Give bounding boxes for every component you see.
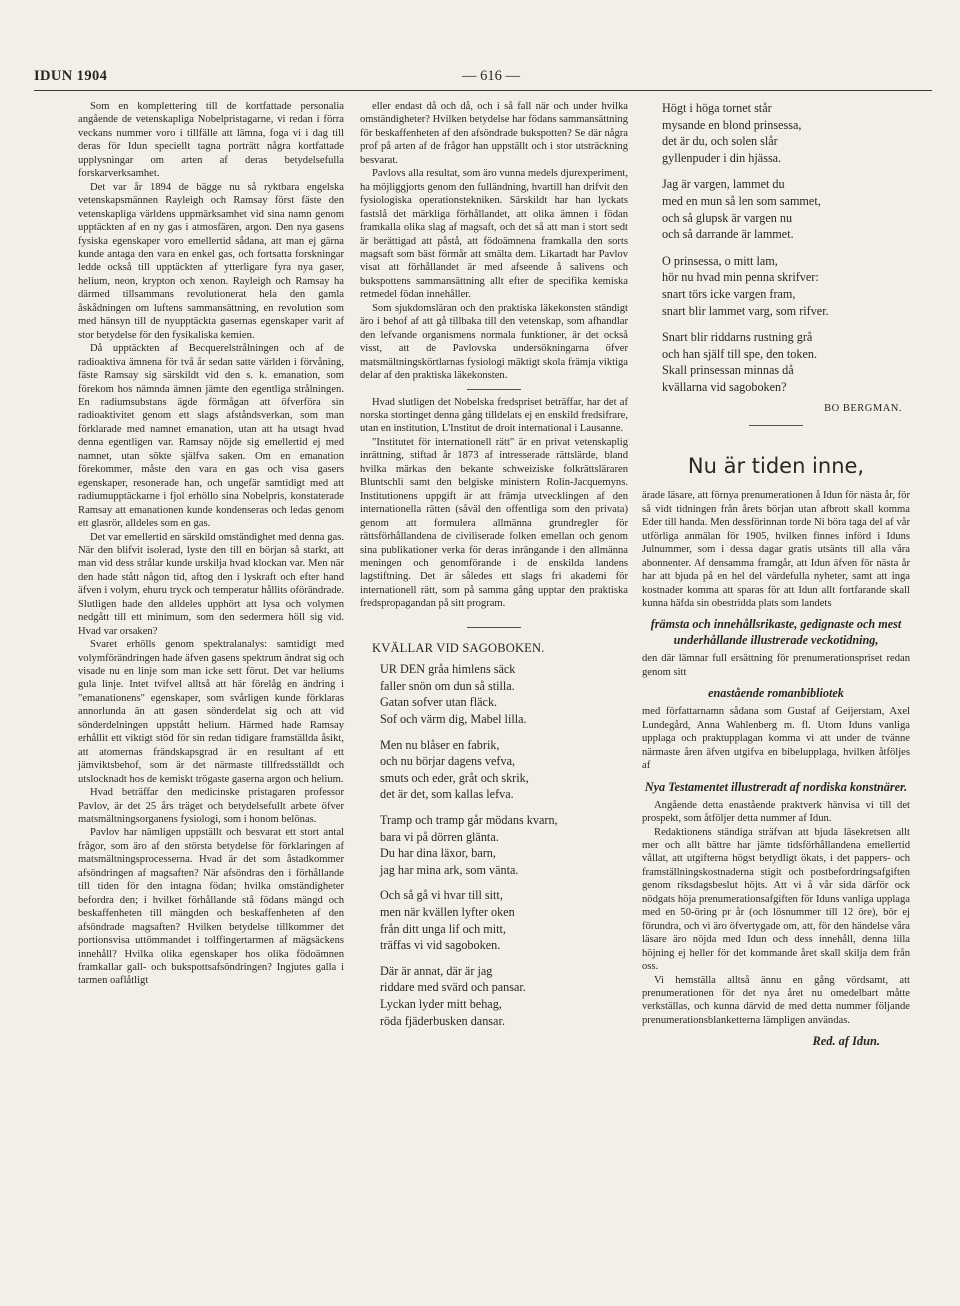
poem-stanza: Jag är vargen, lammet du med en mun så len som sammet, och så glupsk är vargen nu och så darrande är lammet.: [662, 177, 821, 242]
paragraph: Det var år 1894 de bägge nu så ryktbara engelska vetenskapsmännen Rayleigh och Ramsay först fäste den vetenskapliga världens uppmärksamhet vid sina namn genom upptäckten af en ny gas i atmosfären, argon. Den nya gasens fysiska egenskaper voro emellertid sådana, att man ej gärna kunde antaga den vara en enkel gas, och fortsatta forskningar ledde också till upptäckten af ytterligare fyra nya gaser, helium, neon, krypton och xenon. Rayleigh och Ramsay ha därmed tillsammans revolutionerat hela den gamla åskådningen om luftens sammansättning, en revolution som med hänsyn till de nyupptäckta gasernas egenskaper varit af stor betydelse för den fysikaliska kemien.: [78, 181, 344, 341]
fancy-heading: enastående romanbibliotek: [708, 686, 844, 701]
poem-stanza: Snart blir riddarns rustning grå och han själf till spe, den token. Skall prinsessan minnas då kvällarna vid sagoboken?: [662, 330, 818, 394]
paragraph: Pavlov har nämligen uppställt och besvarat ett stort antal frågor, som äro af den största betydelse för förklaringen af matsmältningsprocesserna. Hvad är det som åstadkommer afsöndringen af magsaften? När afsöndras den i förhållande till tiden för den intagna födan; hvilka omständigheter befordra den; i hvilket förhållande stå födans mängd och beskaffenheten till mängden och beskaffenheten af den afsöndrade magsaften? Hvilken betydelse tillkommer det portionsvisa uttömmandet i tolffingertarmen af mägsäckens innehåll? Hvilka olika egenskaper hos olika födoämnen framkallar gall- och bukspottsafsöndringen? Ingjutes galla i tarmen oaflåtligt: [78, 827, 344, 987]
poem-stanza: O prinsessa, o mitt lam, hör nu hvad min penna skrifver: snart törs icke vargen fram, snart blir lammet varg, som rifver.: [662, 253, 829, 318]
section-divider: [749, 425, 803, 426]
poem-stanza: UR DEN gråa himlens säck faller snön om dun så stilla. Gatan sofver utan fläck. Sof och värm dig, Mabel lilla.: [380, 662, 527, 726]
paragraph: Hvad slutligen det Nobelska fredspriset beträffar, har det af norska stortinget denna gång tilldelats ej en enskild fredsifrare, utan en institution, L'Institut de droit international i Lausanne.: [360, 396, 628, 435]
poem-stanza: Där är annat, där är jag riddare med svärd och pansar. Lyckan lyder mitt behag, röda fjäderbusken dansar.: [380, 963, 526, 1028]
poem-continued: [642, 100, 910, 396]
paragraph: Då upptäckten af Becquerelstrålningen och af de radioaktiva ämnena för två år sedan satte världen i förvåning, fäste Ramsay sig särskildt vid den s. k. emanation, som förekom hos nämnda ämnen jämte den egentliga strålningen. En radiumsubstans ägde förmågan att öfverföra sin radioaktivitet genom ett slags afståndsverkan, som man förklarade med namnet emanation, utan att ha utsagt hvad denna egentligen var. Ramsay nöjde sig emellertid ej med namnet, utan sökte själfva saken. Om en emanation förekommer, måste den vara en gas och visa gasers egenskaper, resonerade han, och ungefär samtidigt med att radiumupptäckarne i fjol erhöllo sina Nobelpris, konstaterade Ramsay att emanationen kunde kondenseras och ledas genom ett glasrör, alldeles som en gas.: [78, 343, 344, 530]
paragraph: Pavlovs alla resultat, som äro vunna medels djurexperiment, ha möjliggjorts genom den fulländning, hvartill han drifvit den fysiologiska operationstekniken. Särskildt har han lyckats fastslå det märkliga förhållandet, att olika ämnen i födan framkalla olika slag af magsaft, och det så att man i stort sedt är berättigad att påstå, att födoämnena framkalla den sorts magsaft som bäst förmår att smälta dem. Likartadt har Pavlov visat att förhållandet är med afseende å salivens och bukspottens sammansättning allt efter de specifika kemiska retmedel födan innehåller.: [360, 168, 628, 301]
paragraph: Det var emellertid en särskild omständighet med denna gas. När den blifvit isolerad, lyste den till en början så starkt, att man vid dess strålar kunde urskilja hvad klockan var. Men när den hade stått någon tid, aftog den i lyskraft och efter hand äfven i volym, ehuru tryck och temperatur hållits oförändrade. Slutligen hade den alldeles upphört att lysa och volymen nedgått till ett minimum, som den sedermera höll sig vid. Hvad var orsaken?: [78, 531, 344, 637]
paragraph: Som en komplettering till de kortfattade personalia angående de vetenskapliga Nobelpristagarne, vi redan i förra veckans nummer voro i tillfälle att lämna, foga vi i dag till deras för Idun speciellt tagna porträtt några kortfattade upplysningar om arten af deras betydelsefulla forskarverksamhet.: [78, 101, 344, 180]
paragraph: den där lämnar full ersättning för prenumerationspriset redan genom sitt: [642, 653, 910, 678]
article-column-3: [642, 100, 910, 1049]
poem-stanza: Tramp och tramp går mödans kvarn, bara vi på dörren glänta. Du har dina läxor, barn, jag har mina ark, som vänta.: [380, 812, 558, 877]
announcement-headline: Nu är tiden inne,: [687, 453, 865, 478]
paragraph: Angående detta enastående praktverk hänvisa vi till det prospekt, som åtföljer detta nummer af Idun.: [642, 799, 910, 825]
paragraph: Svaret erhölls genom spektralanalys: samtidigt med volymförändringen hade äfven gasens spektrum ändrat sig och visade nu en linje som man icke sett förut. Det var heliums gula linje. Intet tvifvel alltså att här förelåg en ändring i "emanationens" egenskaper, som svårligen kunde förklaras annorlunda än att gasen sönderdelat sig och att vid sönderdelningen uppstått helium. Härmed hade Ramsay erhållit ett viktigt stöd för sin redan tidigare framställda åsikt, att atomernas frändskapsgrad är en resultant af ett jämviktsbehof, som är det närmaste tillfredsställdt och utslocknadt hos de kemiskt trögaste gaserna argon och helium.: [78, 639, 344, 785]
poem-stanza: Och så gå vi hvar till sitt, men när kvällen lyfter oken från ditt unga lif och mitt, träffas vi vid sagoboken.: [380, 888, 515, 953]
paragraph: eller endast då och då, och i så fall när och under hvilka omständigheter? Hvilken betydelse har födans sammansättning för beskaffenheten af den afsöndrade bukspotten? Se där några prof på arten af de frågor han uppställt och i stor utsträckning besvarat.: [360, 101, 629, 166]
journal-title: IDUN 1904: [34, 68, 108, 84]
paragraph: ärade läsare, att förnya prenumerationen å Idun för nästa år, för så vidt tidningen från årets början utan afbrott skall komma Eder till handa. Men dessförinnan torde Ni böra taga del af vår utförliga anmälan för 1905, hvilken finnes införd i Iduns Julnummer, som i dessa dagar gratis utsänts till alla våra abonnenter. Af densamma framgår, att Idun äfven för nästa år har att bjuda på en hel del värdefulla nyheter, samt att inga kostnader komma att sparas för att Idun allt fortfarande skall kunna häfda sin obestridda plats som landets: [642, 490, 910, 610]
poem-signature: BO BERGMAN.: [824, 402, 902, 414]
paragraph: Hvad beträffar den medicinske pristagaren professor Pavlov, är det 25 års träget och betydelsefullt arbete öfver matsmältningsorganens fysiologi, som i honom belönas.: [78, 787, 344, 826]
page-number: — 616 —: [462, 68, 520, 84]
fancy-heading: Nya Testamentet illustreradt af nordiska konstnärer.: [644, 779, 908, 794]
poem: [360, 661, 628, 1029]
article-column-1: [78, 100, 344, 988]
poem-stanza: Högt i höga tornet står mysande en blond prinsessa, det är du, och solen slår gyllenpuder i din hjässa.: [662, 101, 802, 165]
poem-title: KVÄLLAR VID SAGOBOKEN.: [372, 640, 545, 655]
paragraph: "Institutet för internationell rätt" är en privat vetenskaplig inrättning, stiftad år 1873 af intresserade rättslärde, bland hvilka märkas den bekante schweiziske folkrättsläraren Bluntschli samt den belgiske ministern Rolin-Jacquemyns. Institutionens uppgift är att främja utvecklingen af den internationella rätten (såväl den offentliga som den privata) genom att formulera allmänna grundregler för rättsförhållandena de civiliserade folken emellan och genom sina publikationer verka för deras inrängande i den allmänna meningen och genomförande i de enskilda landens lagstiftning. Det är således ett slags fri akademi för internationell rätt, som på samma gång upptar den praktiska fredspropagandan på sitt program.: [360, 436, 628, 610]
section-divider: [467, 627, 521, 628]
poem-stanza: Men nu blåser en fabrik, och nu börjar dagens vefva, smuts och eder, gråt och skrik, det är det, som kallas lefva.: [380, 737, 529, 802]
header-rule: [34, 90, 932, 91]
paragraph: Vi hemställa alltså ännu en gång vördsamt, att prenumerationen för det nya året nu omedelbart måtte verkställas, och kunna därvid de med detta nummer följande prenumerationsblanketterna lämpligen användas.: [642, 974, 910, 1026]
page-header: [0, 0, 960, 100]
article-column-2: [360, 100, 628, 1038]
paragraph: med författarnamn sådana som Gustaf af Geijerstam, Axel Lundegård, Anna Wahlenberg m. fl. Utom Iduns vanliga upplaga och praktupplagan komma vi att under de tvänne närmaste åren äfven utgifva en bibelupplaga, hvilken åtföljes af: [642, 706, 910, 772]
paragraph: Som sjukdomsläran och den praktiska läkekonsten ständigt äro i behof af att gå tillbaka till den vetenskap, som afhandlar den lefvande organismens normala funktioner, är det också visst, att de Pavlovska undersökningarna öfver matsmältningskörtlarnas fysiologi mäktigt skola främja viktiga delar af den praktiska läkekonsten.: [360, 302, 628, 382]
fancy-heading: främsta och innehållsrikaste, gedignaste och mest underhållande illustrerade veckotidning,: [650, 617, 902, 648]
paragraph: Redaktionens ständiga sträfvan att bjuda läsekretsen allt mer och allt bättre har jämte tidsförhållandena emellertid vållat, att utgifterna högst betydligt ökats, i det pappers- och framställningskostnaderna stigit och postbefordringsafgiften genom riksdagsbeslut höjts. Att vi å vår sida därför ock nödgats höja prenumerationsafgiften för Iduns vanliga upplaga med en 50-öring pr år (och lösnummer till 12 öre), bör ej förundra, och vi äro öfvertygade om, att, för den händelse våra läsare äro nöjda med Idun och dess innehåll, denna lilla höjning ej heller för det kommande året skall skilja dem från oss.: [642, 826, 910, 973]
section-divider: [467, 389, 521, 390]
editorial-signature: Red. af Idun.: [812, 1034, 880, 1049]
